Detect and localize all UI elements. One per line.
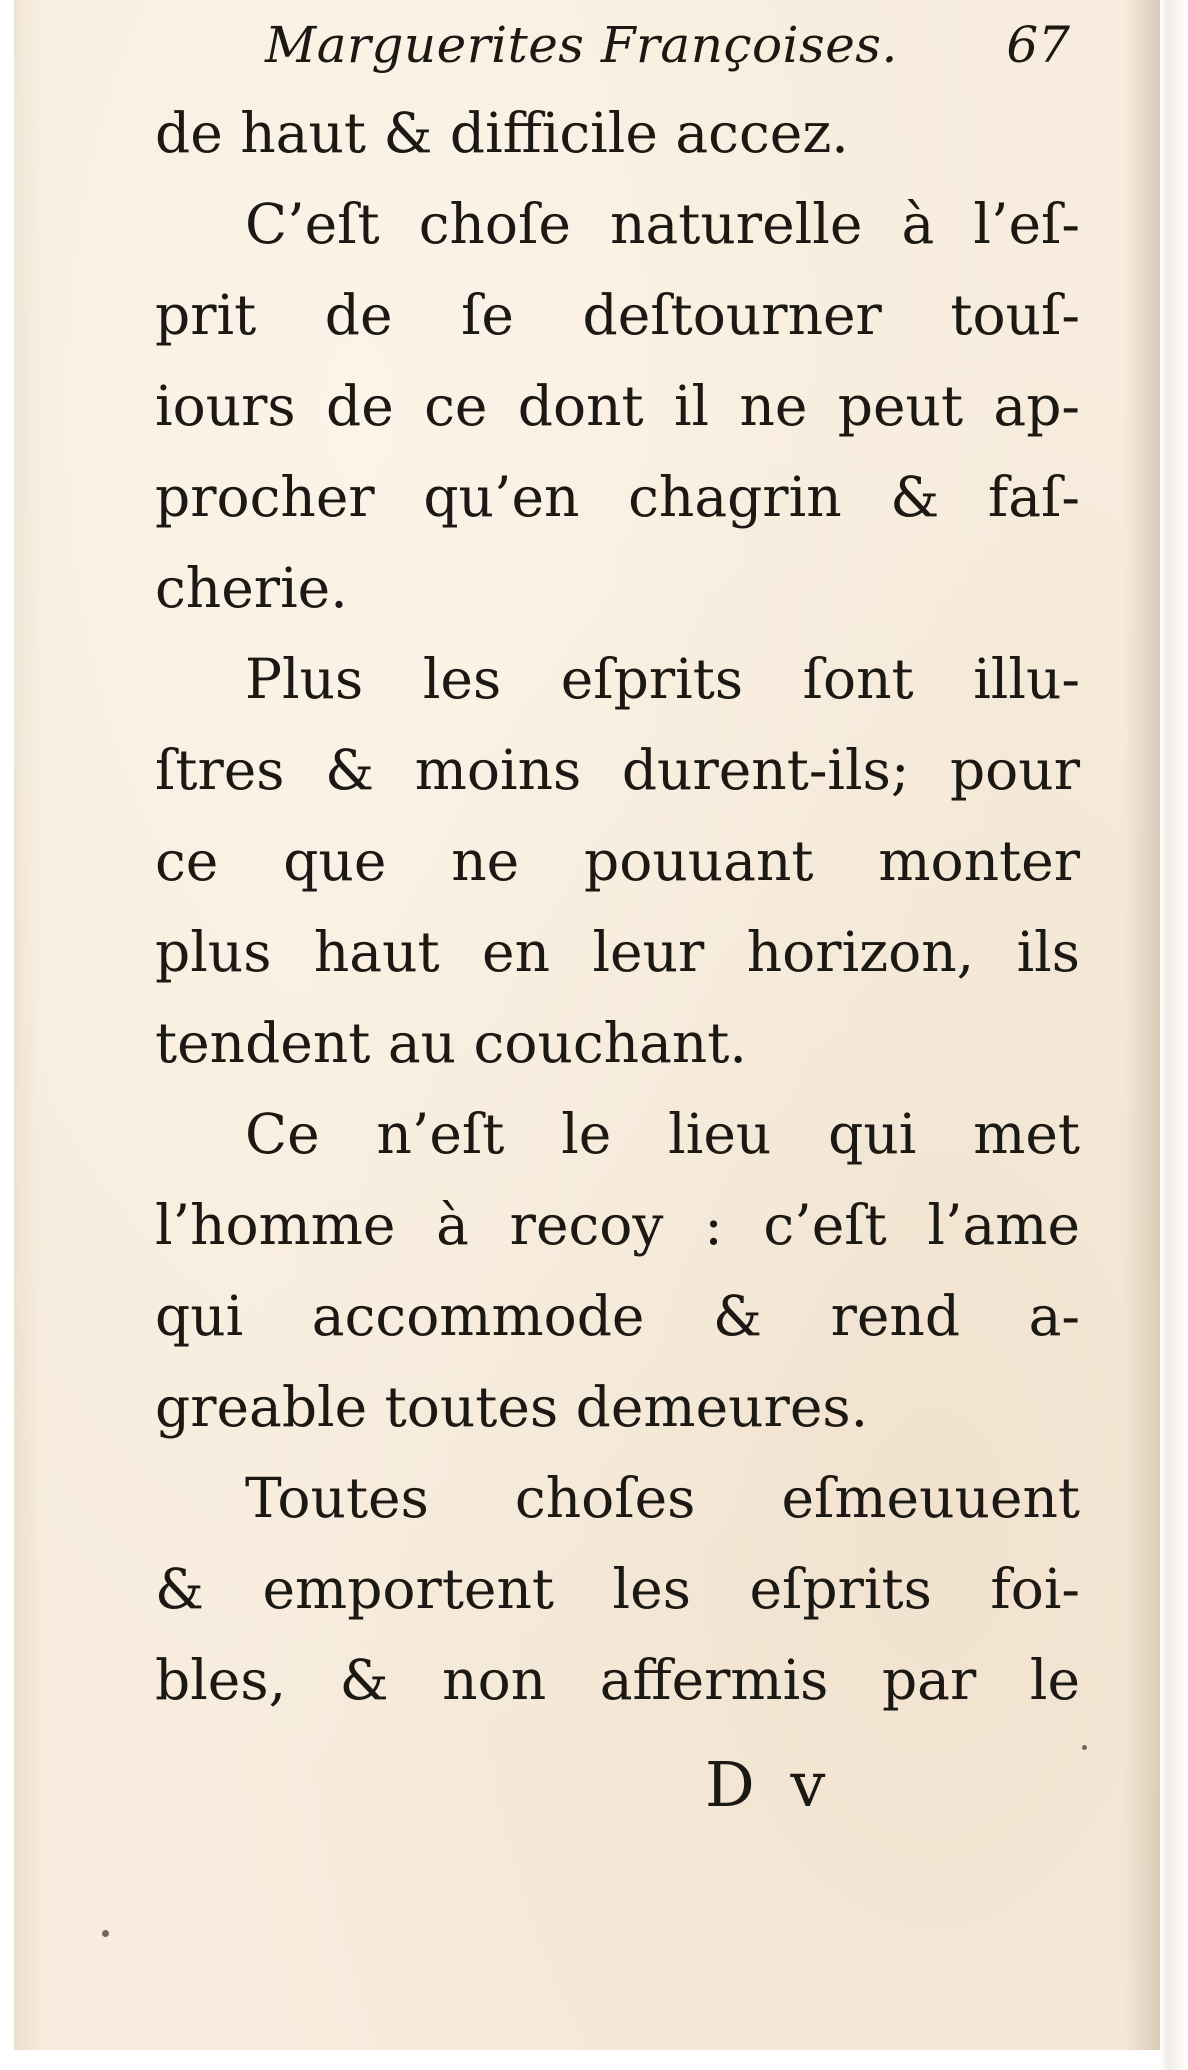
text-line: de haut & difficile accez. xyxy=(155,101,849,165)
text-line: prit de ſe deſtourner touſ- xyxy=(155,283,1080,347)
text-line: iours de ce dont il ne peut ap- xyxy=(155,374,1080,438)
ink-speck xyxy=(1082,1745,1087,1750)
text-line: & emportent les eſprits foi- xyxy=(155,1557,1080,1621)
ink-speck xyxy=(102,1930,109,1937)
paragraph-first-line: Plus les eſprits ſont illu- xyxy=(245,647,1080,711)
text-line: plus haut en leur horizon, ils xyxy=(155,920,1080,984)
text-line: procher qu’en chagrin & faſ- xyxy=(155,465,1080,529)
text-line: ſtres & moins durent-ils; pour xyxy=(155,738,1080,802)
page-edge xyxy=(1160,0,1188,2070)
body-text xyxy=(155,88,1080,1726)
text-line: ce que ne pouuant monter xyxy=(155,829,1080,893)
paragraph-first-line: C’eſt choſe naturelle à l’eſ- xyxy=(245,192,1080,256)
text-line: bles, & non affermis par le xyxy=(155,1648,1080,1712)
text-line: tendent au couchant. xyxy=(155,1011,747,1075)
paragraph-first-line: Ce n’eſt le lieu qui met xyxy=(245,1102,1080,1166)
running-title: Marguerites Françoises. xyxy=(265,16,898,74)
page-header xyxy=(255,10,1070,80)
paragraph-first-line: Toutes choſes eſmeuuent xyxy=(245,1466,1080,1530)
page-number: 67 xyxy=(1006,16,1070,74)
text-line: l’homme à recoy : c’eſt l’ame xyxy=(155,1193,1080,1257)
text-line: cherie. xyxy=(155,556,348,620)
text-line: greable toutes demeures. xyxy=(155,1375,869,1439)
text-line: qui accommode & rend a- xyxy=(155,1284,1080,1348)
signature-mark: D v xyxy=(705,1748,834,1821)
